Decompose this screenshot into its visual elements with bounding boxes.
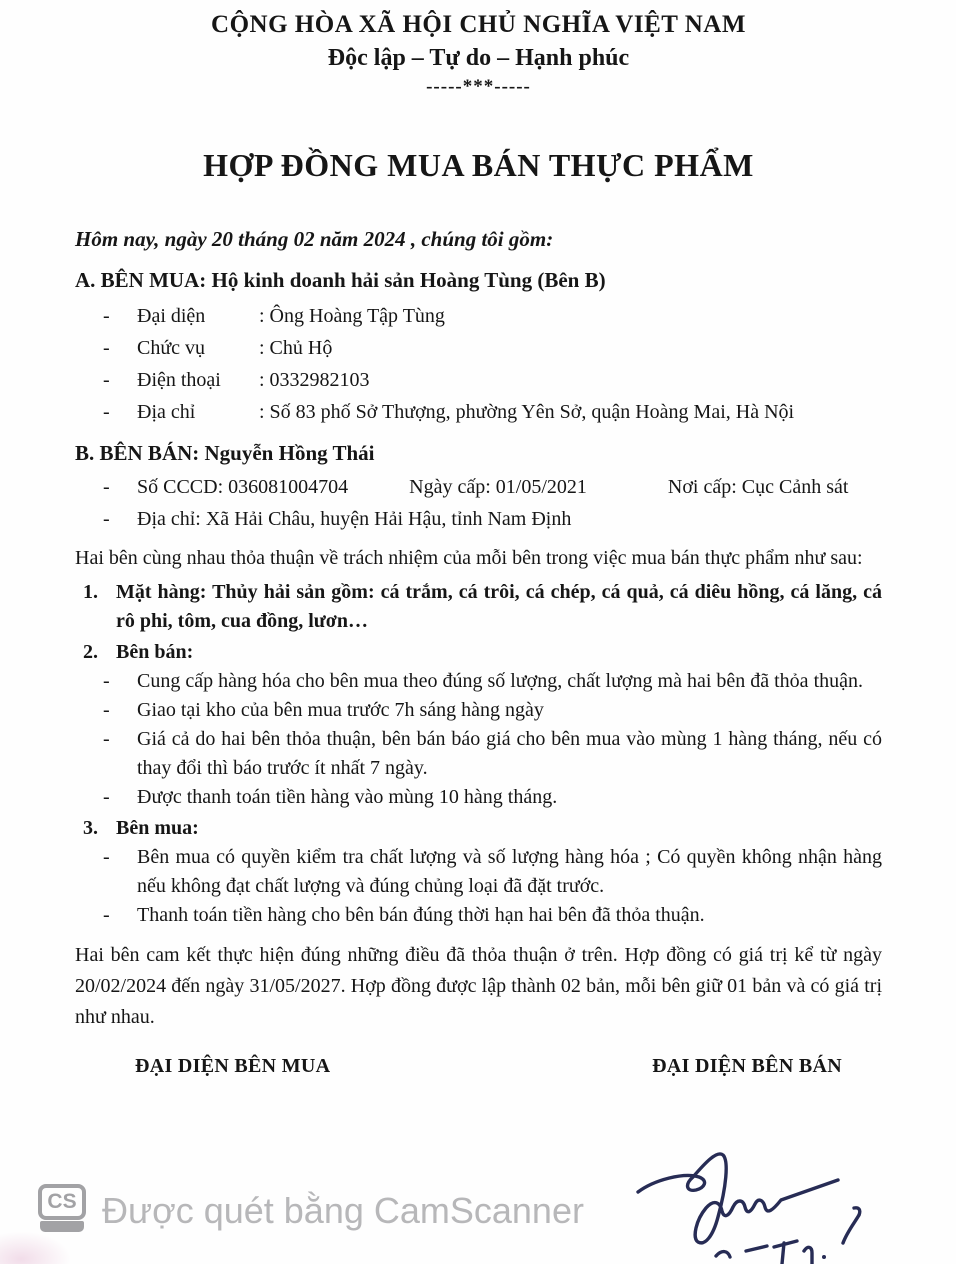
agreement-intro-paragraph: Hai bên cùng nhau thỏa thuận về trách nhiệm của mỗi bên trong việc mua bán thực phẩm như sau: xyxy=(75,547,863,569)
clause-2-bullet xyxy=(103,667,882,696)
header-separator: -----***----- xyxy=(426,76,531,97)
clause-2-bullet xyxy=(103,783,882,812)
field-value: : 0332982103 xyxy=(259,369,370,391)
dash-bullet: - xyxy=(103,670,110,692)
dash-bullet: - xyxy=(103,699,110,721)
clause-3-bullet xyxy=(103,843,882,901)
intro-date-line: Hôm nay, ngày 20 tháng 02 năm 2024 , chúng tôi gồm: xyxy=(75,227,554,251)
dash-bullet: - xyxy=(103,846,110,868)
clause-heading: Bên bán: xyxy=(116,641,194,663)
national-header-motto: Độc lập – Tự do – Hạnh phúc xyxy=(327,45,630,71)
clause-3 xyxy=(83,814,882,843)
clause-2-bullet xyxy=(103,725,882,783)
camscanner-watermark-text: Được quét bằng CamScanner xyxy=(102,1190,584,1231)
bullet-text: Cung cấp hàng hóa cho bên mua theo đúng số lượng, chất lượng mà hai bên đã thỏa thuận. xyxy=(137,670,863,692)
field-value: : Chủ Hộ xyxy=(259,337,333,359)
camscanner-watermark xyxy=(38,1182,584,1240)
clause-3-bullet xyxy=(103,901,882,930)
cccd-issue-place: Nơi cấp: Cục Cảnh sát xyxy=(667,476,849,498)
clause-text: Mặt hàng: Thủy hải sản gồm: cá trắm, cá trôi, cá chép, cá quả, cá diêu hồng, cá lăng, cá rô phi, tôm, cua đồng, lươn… xyxy=(116,581,882,632)
field-value: : Ông Hoàng Tập Tùng xyxy=(259,305,445,327)
field-label: Đại diện xyxy=(137,305,206,327)
closing-paragraph: Hai bên cam kết thực hiện đúng những điều đã thỏa thuận ở trên. Hợp đồng có giá trị kể từ ngày 20/02/2024 đến ngày 31/05/2027. Hợp đồng được lập thành 02 bản, mỗi bên giữ 01 bản và có giá trị như nhau. xyxy=(75,944,882,1028)
dash-bullet: - xyxy=(103,401,110,423)
party-b-cccd-row xyxy=(103,471,882,503)
clause-heading: Bên mua: xyxy=(116,817,199,839)
party-a-field-row xyxy=(103,300,882,332)
clause-2-bullet xyxy=(103,696,882,725)
dash-bullet: - xyxy=(103,728,110,750)
party-a-field-row xyxy=(103,364,882,396)
camscanner-cs-icon xyxy=(38,1182,86,1232)
national-header-line1: CỘNG HÒA XÃ HỘI CHỦ NGHĨA VIỆT NAM xyxy=(211,11,746,38)
bullet-text: Bên mua có quyền kiểm tra chất lượng và số lượng hàng hóa ; Có quyền không nhận hàng nếu không đạt chất lượng và đúng chủng loại đã đặt trước. xyxy=(137,846,882,897)
party-a-field-row xyxy=(103,396,882,428)
seller-signature-label: ĐẠI DIỆN BÊN BÁN xyxy=(652,1055,842,1077)
field-label: Điện thoại xyxy=(137,369,221,391)
bullet-text: Giá cả do hai bên thỏa thuận, bên bán báo giá cho bên mua vào mùng 1 hàng tháng, nếu có thay đổi thì báo trước ít nhất 7 ngày. xyxy=(137,728,882,779)
dash-bullet: - xyxy=(103,369,110,391)
clause-1 xyxy=(83,578,882,636)
signature-flourish xyxy=(638,1154,838,1243)
party-b-heading: B. BÊN BÁN: Nguyễn Hồng Thái xyxy=(75,441,375,465)
clause-number: 1. xyxy=(83,581,98,603)
cccd-number: Số CCCD: 036081004704 xyxy=(137,476,349,498)
dash-bullet: - xyxy=(103,476,110,498)
clause-number: 3. xyxy=(83,817,98,839)
cs-badge-letters: CS xyxy=(38,1184,86,1220)
signature-dot xyxy=(822,1255,826,1259)
field-label: Chức vụ xyxy=(137,337,206,359)
dash-bullet: - xyxy=(103,904,110,926)
party-b-address: Địa chỉ: Xã Hải Châu, huyện Hải Hậu, tỉnh Nam Định xyxy=(137,508,572,530)
cs-badge-base xyxy=(40,1221,84,1232)
dash-bullet: - xyxy=(103,337,110,359)
cccd-line xyxy=(137,471,882,503)
signature-accent-hook xyxy=(854,1208,860,1215)
field-label: Địa chỉ xyxy=(137,401,196,423)
cccd-issue-date: Ngày cấp: 01/05/2021 xyxy=(409,476,587,498)
scan-smudge-artifact xyxy=(0,1232,70,1264)
field-value: : Số 83 phố Sở Thượng, phường Yên Sở, quận Hoàng Mai, Hà Nội xyxy=(259,401,795,423)
clause-2 xyxy=(83,638,882,667)
party-b-address-row xyxy=(103,503,882,535)
signature-accent-stroke xyxy=(843,1215,859,1243)
party-a-heading: A. BÊN MUA: Hộ kinh doanh hải sản Hoàng Tùng (Bên B) xyxy=(75,268,606,292)
signature-labels-row xyxy=(75,1055,882,1078)
bullet-text: Thanh toán tiền hàng cho bên bán đúng thời hạn hai bên đã thỏa thuận. xyxy=(137,904,705,926)
bullet-text: Giao tại kho của bên mua trước 7h sáng hàng ngày xyxy=(137,699,544,721)
bullet-text: Được thanh toán tiền hàng vào mùng 10 hàng tháng. xyxy=(137,786,558,808)
party-a-field-row xyxy=(103,332,882,364)
seller-handwritten-signature xyxy=(596,1138,956,1264)
signature-partial-text xyxy=(716,1241,812,1264)
dash-bullet: - xyxy=(103,305,110,327)
dash-bullet: - xyxy=(103,786,110,808)
dash-bullet: - xyxy=(103,508,110,530)
clause-number: 2. xyxy=(83,641,98,663)
buyer-signature-label: ĐẠI DIỆN BÊN MUA xyxy=(135,1055,331,1077)
contract-title: HỢP ĐỒNG MUA BÁN THỰC PHẨM xyxy=(203,147,754,183)
